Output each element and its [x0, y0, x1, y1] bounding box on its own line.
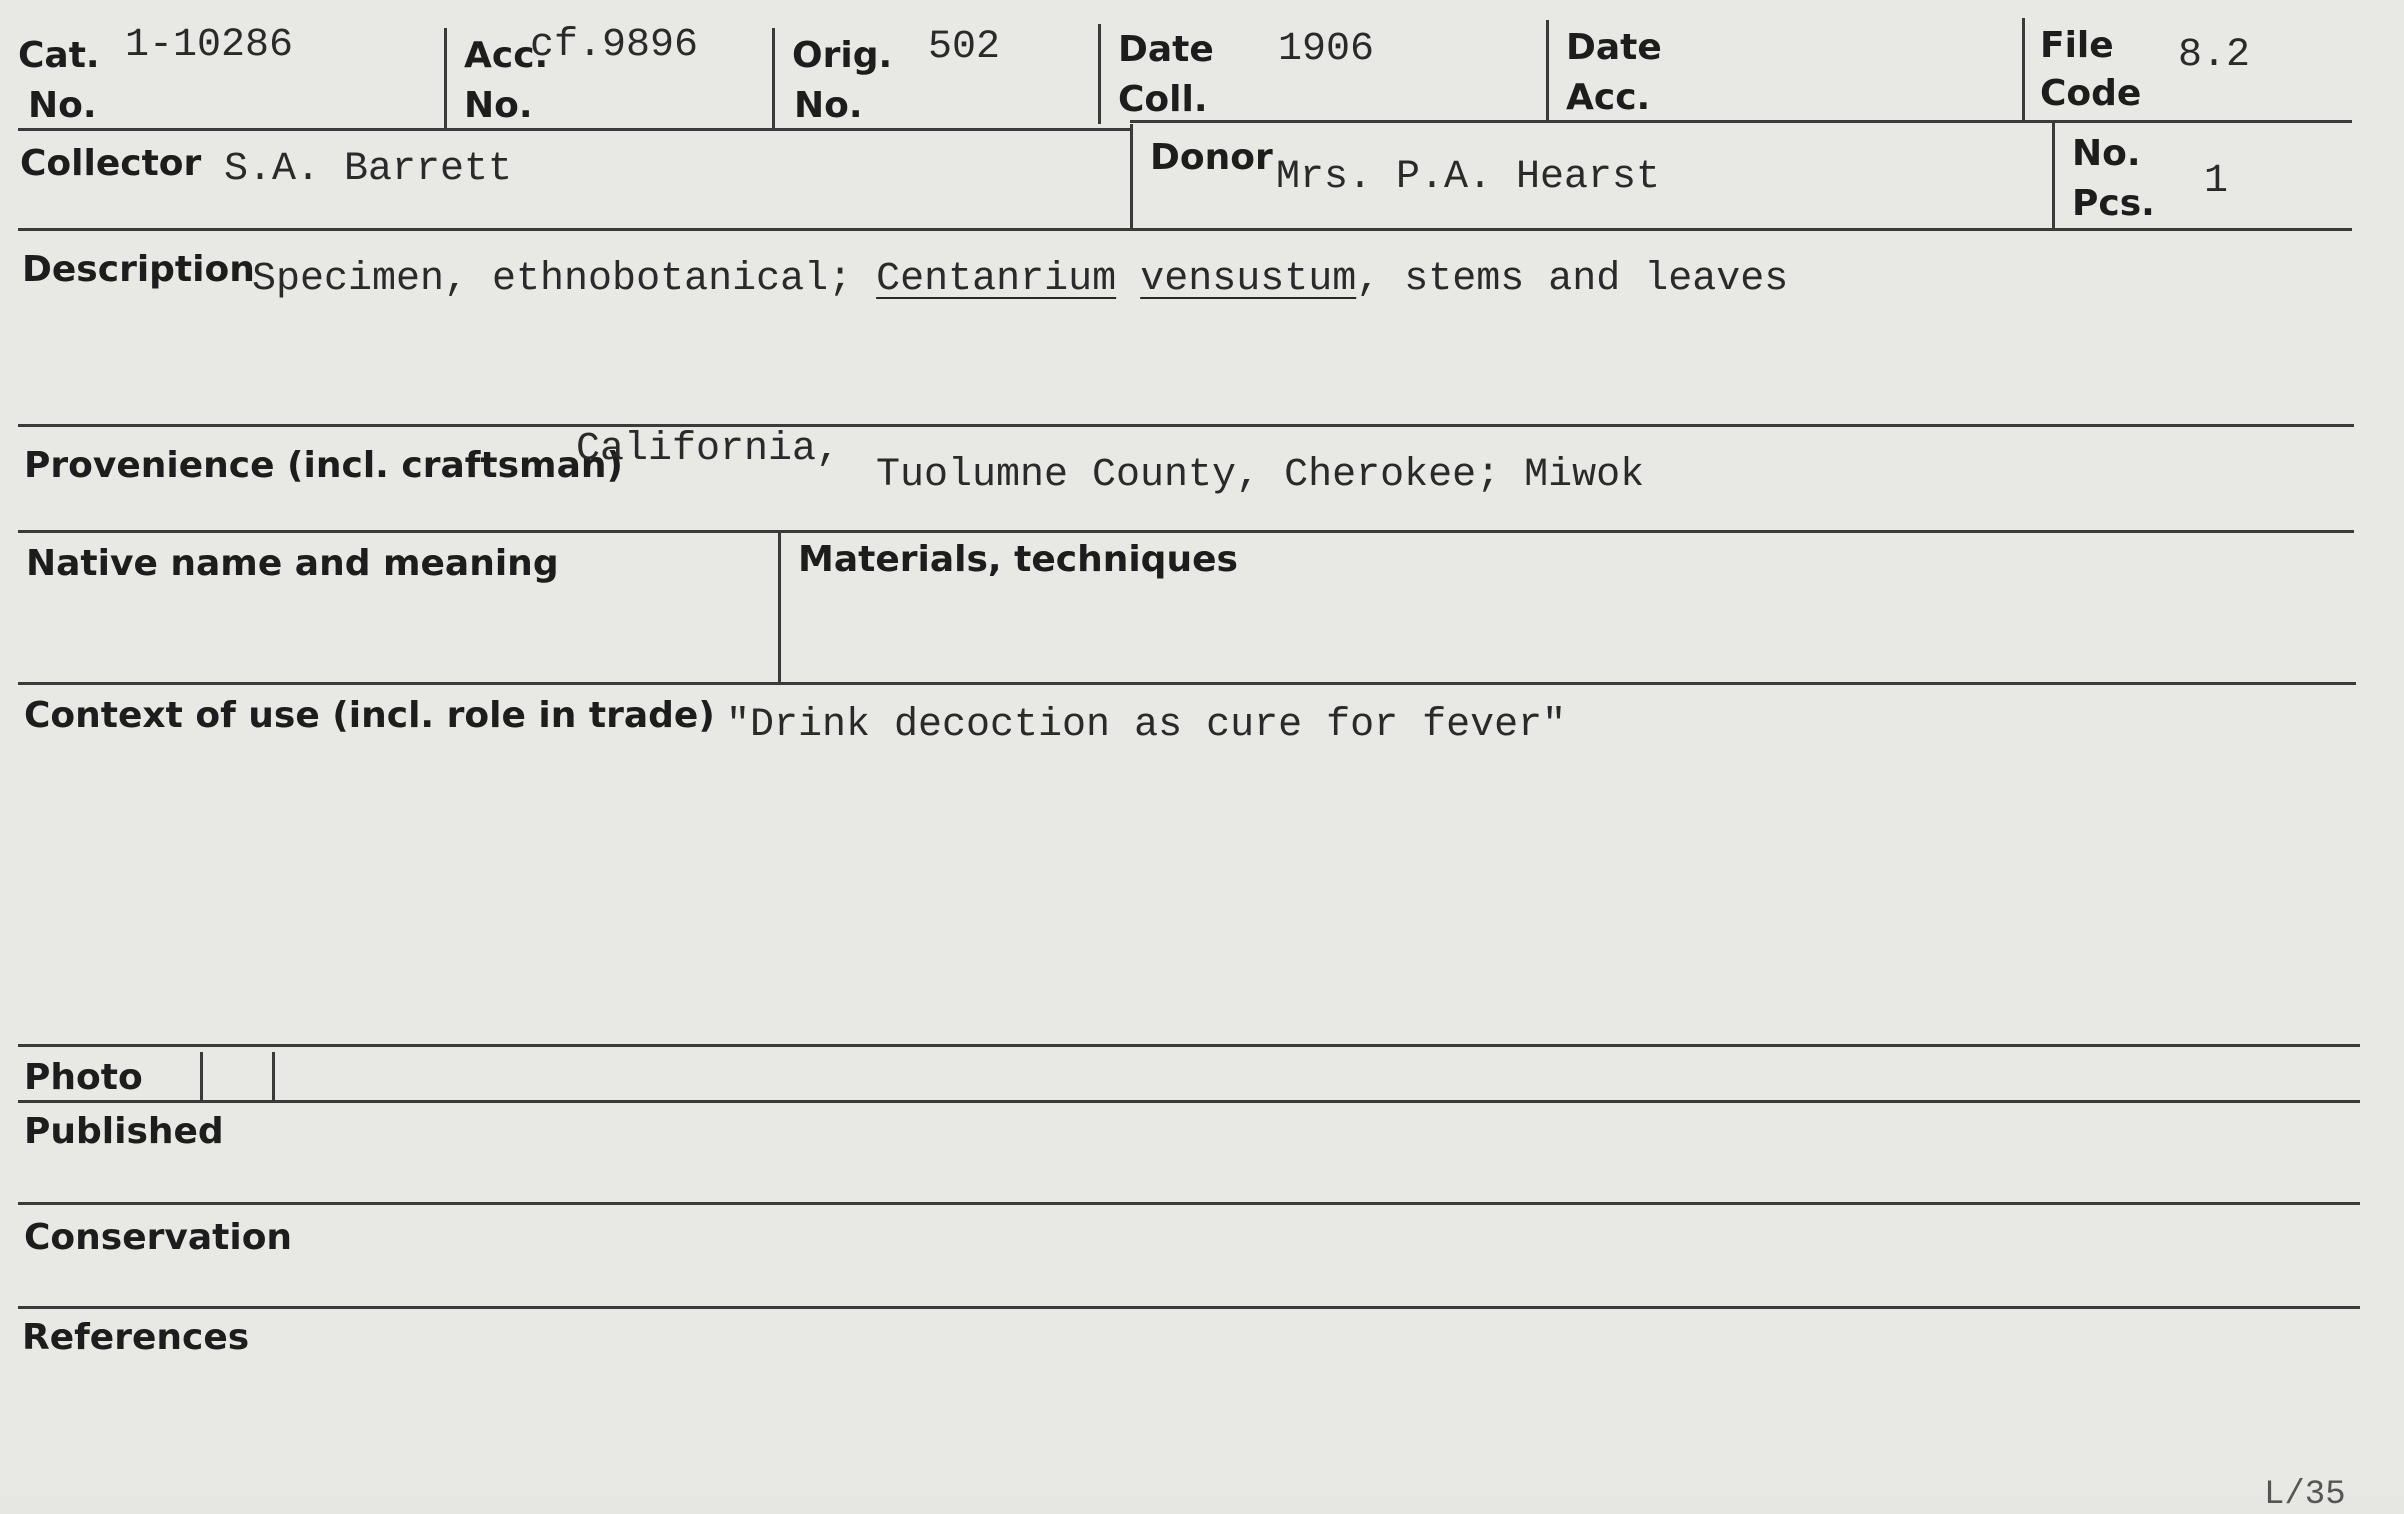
pieces-label-1: No. [2072, 133, 2141, 174]
acc-no-label-2: No. [464, 85, 533, 126]
description-species: vensustum [1140, 257, 1357, 302]
photo-label: Photo [24, 1057, 143, 1098]
conservation-label: Conservation [24, 1217, 293, 1258]
materials-label: Materials, techniques [798, 539, 1238, 580]
description-suffix: , stems and leaves [1356, 257, 1789, 302]
corner-note: L/35 [2264, 1476, 2346, 1514]
file-code-label-1: File [2040, 25, 2114, 66]
description-genus: Centanrium [876, 257, 1117, 302]
conservation-rule [18, 1306, 2360, 1309]
date-acc-label-2: Acc. [1566, 77, 1651, 118]
provenience-rule [18, 530, 2354, 533]
photo-rule-bottom [18, 1100, 2360, 1103]
description-label: Description [22, 249, 255, 290]
date-coll-label-1: Date [1118, 29, 1214, 70]
header-divider [1546, 20, 1549, 122]
pieces-value: 1 [2204, 159, 2229, 204]
header-divider [2022, 18, 2025, 122]
provenience-value-2: Tuolumne County, Cherokee; Miwok [876, 453, 1645, 498]
photo-box-divider [200, 1052, 203, 1102]
collector-label: Collector [20, 143, 202, 184]
materials-rule [18, 682, 2356, 685]
context-value: "Drink decoction as cure for fever" [726, 703, 1567, 748]
collector-divider [1130, 124, 1133, 230]
collector-value: S.A. Barrett [224, 147, 513, 192]
description-rule [18, 424, 2354, 427]
provenience-value-1: California, [576, 427, 841, 472]
published-label: Published [24, 1111, 224, 1152]
orig-no-label-1: Orig. [792, 35, 893, 76]
header-divider [772, 28, 775, 128]
description-text [252, 257, 1789, 302]
collector-rule [18, 228, 2352, 231]
provenience-label: Provenience (incl. craftsman) [24, 445, 623, 486]
file-code-label-2: Code [2040, 73, 2142, 114]
donor-value: Mrs. P.A. Hearst [1276, 155, 1661, 200]
references-label: References [22, 1317, 250, 1358]
description-prefix: Specimen, ethnobotanical; [252, 257, 853, 302]
native-materials-divider [778, 532, 781, 684]
date-coll-value: 1906 [1278, 27, 1375, 72]
published-rule [18, 1202, 2360, 1205]
acc-no-value: cf.9896 [530, 23, 699, 68]
orig-no-label-2: No. [794, 85, 863, 126]
date-acc-label-1: Date [1566, 27, 1662, 68]
cat-no-label-1: Cat. [18, 35, 100, 76]
native-name-label: Native name and meaning [26, 543, 559, 584]
photo-rule-top [18, 1044, 2360, 1047]
acc-no-label-1: Acc. [464, 35, 549, 76]
header-rule-right [1130, 120, 2352, 123]
donor-label: Donor [1150, 137, 1273, 178]
cat-no-label-2: No. [28, 85, 97, 126]
pieces-label-2: Pcs. [2072, 183, 2155, 224]
context-label: Context of use (incl. role in trade) [24, 695, 715, 736]
header-divider [444, 28, 447, 128]
orig-no-value: 502 [928, 25, 1001, 70]
header-divider [1098, 24, 1101, 124]
cat-no-value: 1-10286 [125, 23, 294, 68]
photo-box-divider [272, 1052, 275, 1102]
header-rule-left [18, 128, 1130, 131]
file-code-value: 8.2 [2178, 33, 2251, 78]
donor-divider [2052, 120, 2055, 228]
date-coll-label-2: Coll. [1118, 79, 1208, 120]
